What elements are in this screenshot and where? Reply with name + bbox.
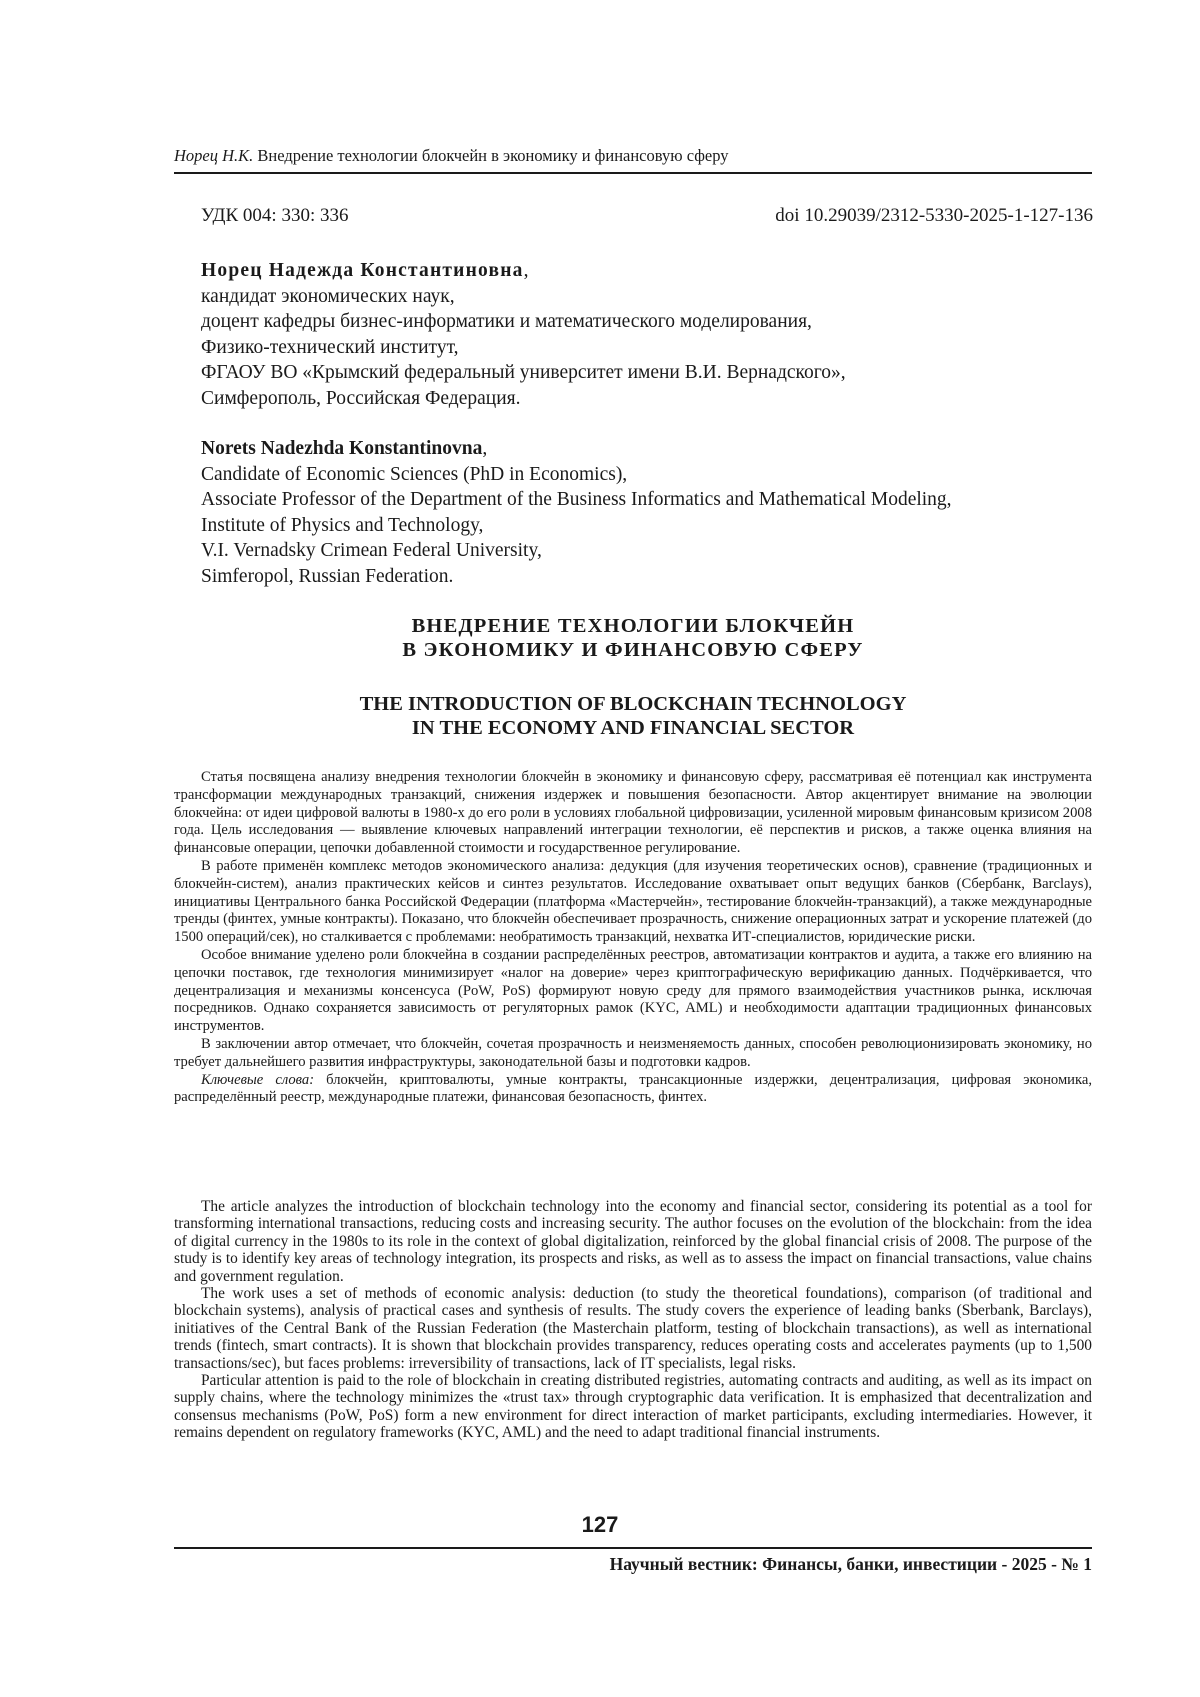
keywords: [174, 1072, 1092, 1108]
author-affiliation-line: ФГАОУ ВО «Крымский федеральный университет имени В.И. Вернадского»,: [201, 362, 846, 383]
author-info-ru: [201, 258, 1101, 411]
keywords-label: Ключевые слова:: [201, 1071, 315, 1088]
author-affiliation-line: Candidate of Economic Sciences (PhD in Economics),: [201, 463, 628, 485]
abstract-en: [174, 1198, 1092, 1442]
abstract-paragraph: The article analyzes the introduction of blockchain technology into the economy and financial sector, considering its potential as a tool for transforming international transactions, reducing costs and increasing security. The author focuses on the evolution of the blockchain: from the idea of digital currency in the 1980s to its role in the context of global digitalization, reinforced by the global financial crisis of 2008. The purpose of the study is to identify key areas of technology integration, its prospects and risks, as well as to assess the impact on financial transactions, value chains and government regulation.: [174, 1198, 1092, 1285]
abstract-ru: [174, 769, 1092, 1107]
author-affiliation-line: Simferopol, Russian Federation.: [201, 565, 454, 587]
author-name-line-ru: Норец Надежда Константиновна,: [201, 260, 529, 281]
author-name-ru: Норец Надежда Константиновна: [201, 260, 524, 281]
author-affiliation-line: V.I. Vernadsky Crimean Federal University,: [201, 540, 542, 561]
article-title-ru: [174, 614, 1092, 662]
abstract-paragraph: Особое внимание уделено роли блокчейна в создании распределённых реестров, автоматизации контрактов и аудита, а также его влиянию на цепочки поставок, где технология минимизирует «налог на доверие» через криптографическую верификацию данных. Подчёркивается, что децентрализация и механизмы консенсуса (PoW, PoS) формируют новую среду для прямого взаимодействия участников рынка, исключая посредников. Однако сохраняется зависимость от регуляторных рамок (KYC, AML) и необходимости адаптации традиционных финансовых инструментов.: [174, 946, 1092, 1035]
article-meta: [201, 204, 1093, 228]
author-name-line-en: Norets Nadezhda Konstantinovna,: [201, 438, 488, 459]
abstract-paragraph: Статья посвящена анализу внедрения технологии блокчейн в экономику и финансовую сферу, рассматривая её потенциал как инструмента трансформации международных транзакций, снижения издержек и повышения безопасности. Автор акцентирует внимание на эволюции блокчейна: от идеи цифровой валюты в 1980-х до его роли в условиях глобальной цифровизации, усиленной мировым финансовым кризисом 2008 года. Цель исследования — выявление ключевых направлений интеграции технологии, её перспектив и рисков, а также оценка влияния на финансовые операции, цепочки добавленной стоимости и государственное регулирование.: [174, 769, 1092, 857]
journal-footer: Научный вестник: Финансы, банки, инвестиции - 2025 - № 1: [609, 1554, 1092, 1574]
author-info-en: [201, 436, 1101, 589]
abstract-paragraph: В заключении автор отмечает, что блокчейн, сочетая прозрачность и неизменяемость данных, способен революционизировать экономику, но требует дальнейшего развития инфраструктуры, законодательной базы и подготовки кадров.: [174, 1035, 1092, 1070]
running-head: [174, 146, 1092, 166]
doi[interactable]: doi 10.29039/2312-5330-2025-1-127-136: [775, 205, 1093, 226]
author-affiliation-line: Associate Professor of the Department of the Business Informatics and Mathematical Modeling,: [201, 489, 952, 510]
abstract-paragraph: В работе применён комплекс методов экономического анализа: дедукция (для изучения теоретических основ), сравнение (традиционных и блокчейн-систем), анализ практических кейсов и синтез результатов. Исследование охватывает опыт ведущих банков (Сбербанк, Barclays), инициативы Центрального банка Российской Федерации (платформа «Мастерчейн», тестирование блокчейн-транзакций), а также международные тренды (финтех, умные контракты). Показано, что блокчейн обеспечивает прозрачность, снижение операционных затрат и ускорение платежей (до 1500 операций/сек), но сталкивается с проблемами: необратимость транзакций, нехватка ИТ-специалистов, юридические риски.: [174, 857, 1092, 946]
running-head-author: Норец Н.К.: [174, 146, 254, 165]
abstract-paragraph: Particular attention is paid to the role of blockchain in creating distributed registries, automating contracts and auditing, as well as its impact on supply chains, where the technology minimizes the «trust tax» through cryptographic data verification. It is emphasized that decentralization and consensus mechanisms (PoW, PoS) form a new environment for direct interaction of market participants, excluding intermediaries. However, it remains dependent on regulatory frameworks (KYC, AML) and the need to adapt traditional financial instruments.: [174, 1372, 1092, 1442]
running-head-title: Внедрение технологии блокчейн в экономику и финансовую сферу: [257, 146, 729, 165]
author-affiliation-line: Institute of Physics and Technology,: [201, 514, 484, 536]
author-affiliation-line: доцент кафедры бизнес-информатики и математического моделирования,: [201, 311, 812, 332]
abstract-paragraph: The work uses a set of methods of economic analysis: deduction (to study the theoretical foundations), comparison (of traditional and blockchain systems), analysis of practical cases and synthesis of results. The study covers the experience of leading banks (Sberbank, Barclays), initiatives of the Central Bank of the Russian Federation (the Masterchain platform, testing of blockchain transactions), as well as international trends (fintech, smart contracts). It is shown that blockchain provides transparency, reduces operating costs and accelerates payments (up to 1,500 transactions/sec), but faces problems: irreversibility of transactions, lack of IT specialists, legal risks.: [174, 1285, 1092, 1372]
udk-code: УДК 004: 330: 336: [201, 205, 349, 226]
title-line: ВНЕДРЕНИЕ ТЕХНОЛОГИИ БЛОКЧЕЙН: [411, 615, 855, 637]
title-line: THE INTRODUCTION OF BLOCKCHAIN TECHNOLOGY: [359, 693, 907, 715]
footer-rule: [174, 1547, 1092, 1549]
author-affiliation-line: Физико-технический институт,: [201, 336, 459, 358]
article-title-en: [174, 692, 1092, 740]
title-line: В ЭКОНОМИКУ И ФИНАНСОВУЮ СФЕРУ: [402, 639, 864, 661]
keywords-list: блокчейн, криптовалюты, умные контракты, трансакционные издержки, децентрализация, цифровая экономика, распределённый реестр, международные платежи, финансовая безопасность, финтех.: [174, 1071, 1092, 1106]
title-line: IN THE ECONOMY AND FINANCIAL SECTOR: [411, 717, 855, 739]
header-rule: [174, 172, 1092, 174]
author-affiliation-line: кандидат экономических наук,: [201, 285, 455, 307]
page-number: 127: [581, 1512, 619, 1537]
author-name-en: Norets Nadezhda Konstantinovna: [201, 438, 483, 459]
author-affiliation-line: Симферополь, Российская Федерация.: [201, 387, 521, 409]
